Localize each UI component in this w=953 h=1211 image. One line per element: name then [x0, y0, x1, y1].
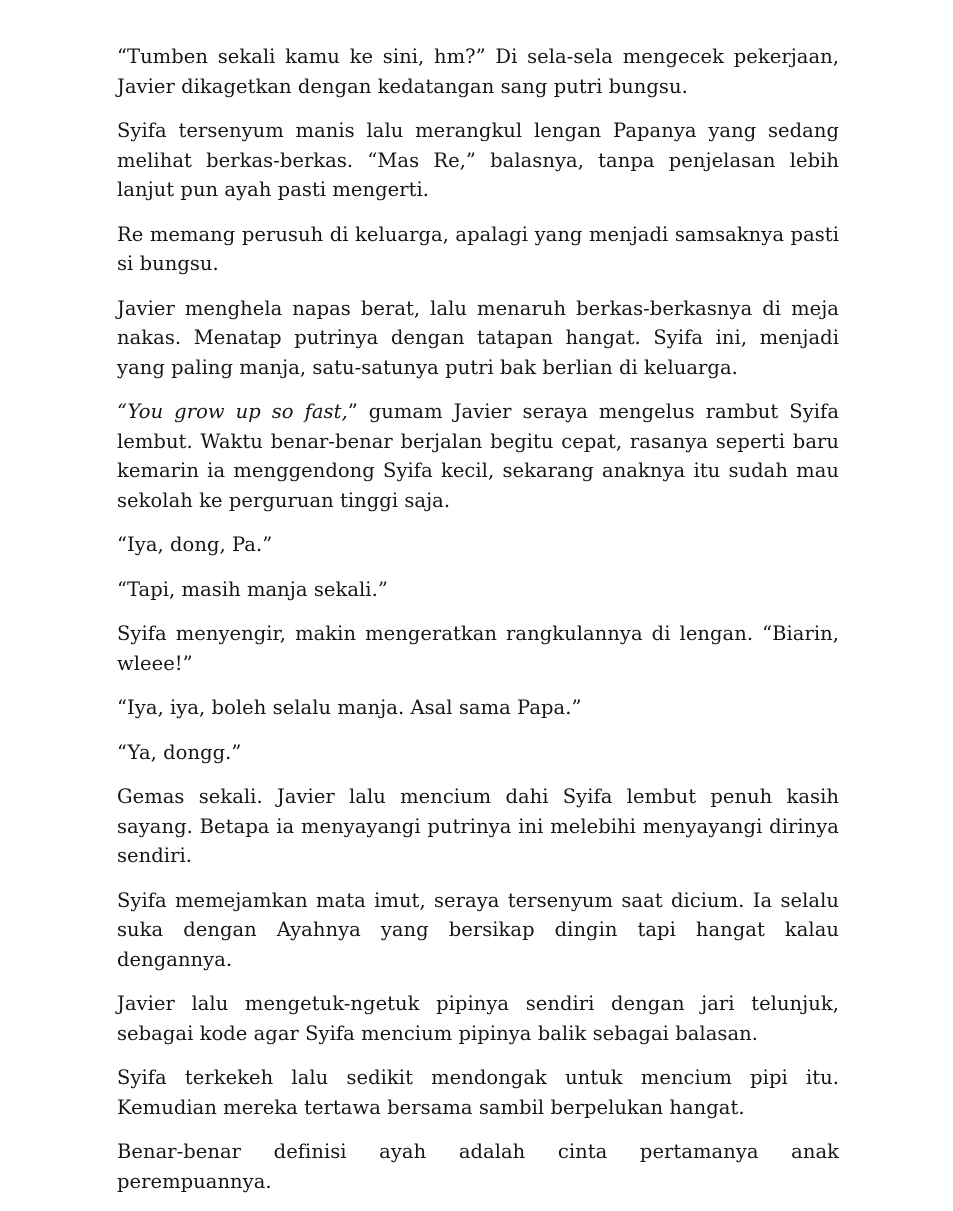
paragraph-11: Gemas sekali. Javier lalu mencium dahi Syifa lembut penuh kasih sayang. Betapa ia menyayangi putrinya ini melebihi menyayangi dirinya sendiri. [117, 785, 839, 867]
paragraph-6: “Iya, dong, Pa.” [117, 533, 273, 556]
paragraph-9: “Iya, iya, boleh selalu manja. Asal sama Papa.” [117, 696, 582, 719]
paragraph-15: Benar-benar definisi ayah adalah cinta pertamanya anak perempuannya. [117, 1140, 839, 1193]
paragraph-14: Syifa terkekeh lalu sedikit mendongak untuk mencium pipi itu. Kemudian mereka tertawa bersama sambil berpelukan hangat. [117, 1066, 839, 1119]
paragraph-8: Syifa menyengir, makin mengeratkan rangkulannya di lengan. “Biarin, wleee!” [117, 622, 839, 675]
paragraph-3: Re memang perusuh di keluarga, apalagi yang menjadi samsaknya pasti si bungsu. [117, 222, 839, 275]
story-page [117, 42, 839, 1211]
paragraph-12: Syifa memejamkan mata imut, seraya tersenyum saat dicium. Ia selalu suka dengan Ayahnya yang bersikap dingin tapi hangat kalau dengannya. [117, 888, 839, 971]
paragraph-5-text: ” gumam Javier seraya mengelus rambut Syifa lembut. Waktu benar-benar berjalan begitu cepat, rasanya seperti baru kemarin ia menggendong Syifa kecil, sekarang anaknya itu sudah mau sekolah ke perguruan tinggi saja. [117, 400, 839, 512]
paragraph-13: Javier lalu mengetuk-ngetuk pipinya sendiri dengan jari telunjuk, sebagai kode agar Syifa mencium pipinya balik sebagai balasan. [117, 992, 839, 1045]
paragraph-4: Javier menghela napas berat, lalu menaruh berkas-berkasnya di meja nakas. Menatap putrinya dengan tatapan hangat. Syifa ini, menjadi yang paling manja, satu-satunya putri bak berlian di keluarga. [117, 296, 839, 379]
paragraph-5 [117, 397, 839, 515]
paragraph-7: “Tapi, masih manja sekali.” [117, 577, 388, 601]
paragraph-1: “Tumben sekali kamu ke sini, hm?” Di sela-sela mengecek pekerjaan, Javier dikagetkan dengan kedatangan sang putri bungsu. [117, 45, 839, 98]
paragraph-5-italic-quote: “You grow up so fast, [117, 400, 348, 423]
paragraph-2: Syifa tersenyum manis lalu merangkul lengan Papanya yang sedang melihat berkas-berkas. “Mas Re,” balasnya, tanpa penjelasan lebih lanjut pun ayah pasti mengerti. [117, 119, 839, 201]
paragraph-10: “Ya, dongg.” [117, 740, 242, 764]
